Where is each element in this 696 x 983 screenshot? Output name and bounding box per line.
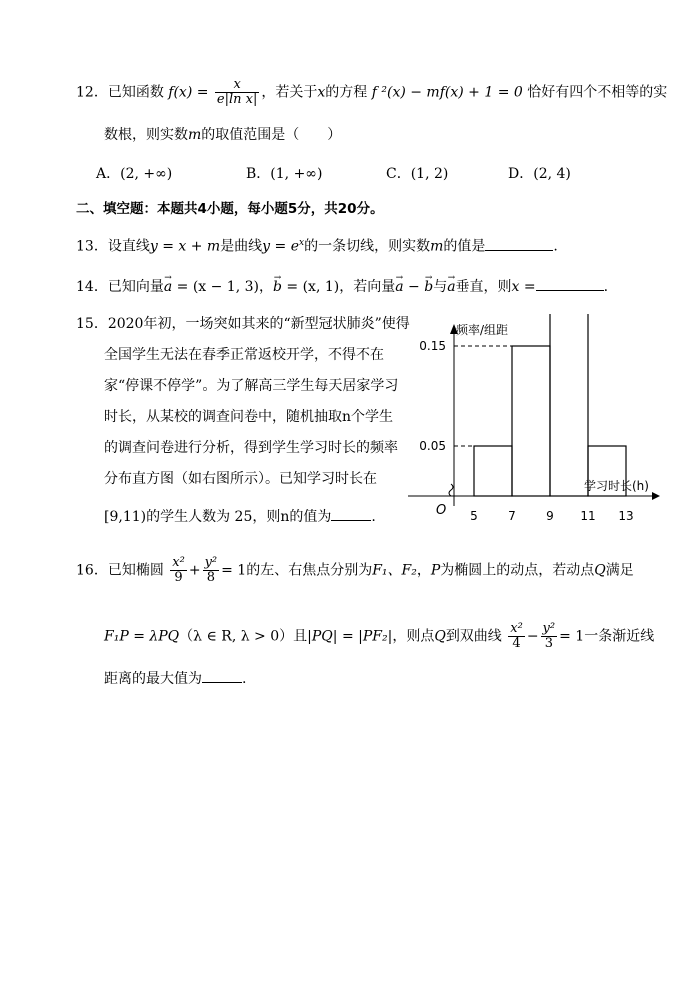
q12-equation: f ²(x) − mf(x) + 1 = 0 (371, 84, 523, 101)
q12-option-d: D．(2, 4) (508, 166, 571, 182)
q12-line2: 数根，则实数m的取值范围是（ ） (104, 127, 342, 143)
q16-line2: F₁P = λPQ（λ ∈ R, λ > 0）且|PQ| = |PF₂|，则点Q到双曲线 $\frac{\text{x²}}{4}$ − $\frac{\text{y²}}{3}$ = 1一条渐近线 (104, 621, 655, 651)
q12-fraction: $\frac{x}{\text{e|ln x|}}$ (216, 77, 258, 107)
q13-answer-blank (485, 236, 553, 251)
q12-option-a: A．(2, +∞) (96, 166, 173, 182)
q16-line1: 16．已知椭圆 $\frac{\text{x²}}{9}$ + $\frac{\text{y²}}{8}$ = 1的左、右焦点分别为F₁、F₂，P为椭圆上的动点，若动点Q满足 (76, 555, 634, 585)
q15-line7: [9,11)的学生人数为 25，则n的值为 . (104, 506, 376, 527)
y-axis-title: 频率/组距 (456, 323, 509, 337)
y-tick-label: 0.05 (419, 439, 446, 453)
x-axis-title: 学习时长(h) (584, 479, 649, 493)
section-heading: 二、填空题：本题共4小题，每小题5分，共20分。 (76, 201, 384, 217)
x-axis-arrow (652, 492, 660, 500)
origin-label: O (436, 503, 447, 518)
x-tick-label: 11 (580, 509, 596, 523)
q15-line6: 分布直方图（如右图所示）。已知学习时长在 (104, 471, 377, 487)
histogram-bar (474, 446, 512, 496)
q12-function: f(x) = (168, 84, 209, 101)
x-tick-label: 5 (470, 509, 478, 523)
y-tick-label: 0.15 (419, 339, 446, 353)
x-tick-label: 9 (546, 509, 554, 523)
q12-line1: 12．已知函数 f(x) = $\frac{x}{\text{e|ln x|}}$ ，若关于x的方程 f ²(x) − mf(x) + 1 = 0 恰好有四个不相等的实 (76, 77, 668, 107)
axis-break-mark (449, 484, 453, 496)
q12-option-c: C．(1, 2) (386, 166, 449, 182)
frequency-histogram (408, 314, 688, 524)
q15-line5: 的调查问卷进行分析，得到学生学习时长的频率 (104, 440, 398, 456)
q16-ellipse-frac1: $\frac{\text{x²}}{9}$ (172, 555, 185, 585)
q12-option-b: B．(1, +∞) (246, 166, 323, 182)
q12-number: 12． (76, 84, 108, 101)
q15-answer-blank (331, 506, 371, 521)
histogram-bar (512, 346, 550, 496)
q15-line2: 全国学生无法在春季正常返校开学，不得不在 (104, 347, 384, 363)
q16-line3: 距离的最大值为 . (104, 668, 246, 689)
q14-answer-blank (536, 276, 604, 291)
x-tick-label: 7 (508, 509, 516, 523)
q16-hyperbola-frac2: $\frac{\text{y²}}{3}$ (542, 621, 556, 651)
q15-line4: 时长，从某校的调查问卷中，随机抽取n个学生 (104, 409, 394, 425)
q14-line: 14．已知向量→ a = (x − 1, 3)，→ b = (x, 1)，若向量→ a − → b与→ a垂直，则x = . (76, 276, 608, 297)
q16-hyperbola-frac1: $\frac{\text{x²}}{4}$ (510, 621, 523, 651)
q16-answer-blank (202, 668, 242, 683)
q13-line: 13．设直线y = x + m是曲线$y = e^x$的一条切线，则实数m的值是 . (76, 233, 558, 257)
q16-ellipse-frac2: $\frac{\text{y²}}{8}$ (204, 555, 218, 585)
x-tick-label: 13 (618, 509, 634, 523)
q15-line1: 15．2020年初，一场突如其来的“新型冠状肺炎”使得 (76, 316, 410, 332)
histogram-bar (550, 314, 588, 496)
q15-line3: 家“停课不停学”。为了解高三学生每天居家学习 (104, 378, 399, 394)
